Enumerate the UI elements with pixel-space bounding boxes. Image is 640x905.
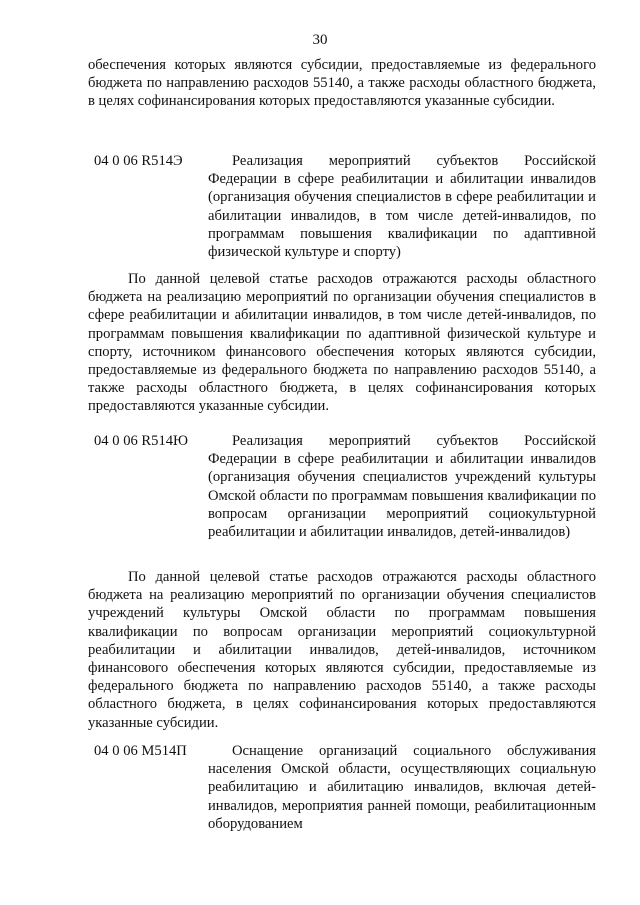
intro-paragraph: обеспечения которых являются субсидии, предоставляемые из федерального бюджета по направлению расходов 55140, а также расходы областного бюджета, в целях софинансирования которых предоставляются указанные субсидии. (88, 57, 596, 110)
entry-explanation: По данной целевой статье расходов отражаются расходы областного бюджета на реализацию мероприятий по организации обучения специалистов учреждений культуры Омской области по программам повышения квалификации по вопросам организации мероприятий социокультурной реабилитации и абилитации инвалидов, детей-инвалидов, источником финансового обеспечения которых являются субсидии, предоставляемые из федерального бюджета по направлению расходов 55140, а также расходы областного бюджета, в целях софинансирования которых предоставляются указанные субсидии. (88, 569, 596, 731)
entry-code: 04 0 06 M514П (94, 743, 187, 759)
entry-description: Реализация мероприятий субъектов Российской Федерации в сфере реабилитации и абилитации инвалидов (организация обучения специалистов в сфере реабилитации и абилитации инвалидов, в том числе детей-инвалидов, по программам повышения квалификации по адаптивной физической культуре и спорту) (208, 153, 596, 261)
entry-explanation: По данной целевой статье расходов отражаются расходы областного бюджета на реализацию мероприятий по организации обучения специалистов в сфере реабилитации и абилитации инвалидов, в том числе детей-инвалидов, по программам повышения квалификации по адаптивной физической культуре и спорту, источником финансового обеспечения которых являются субсидии, предоставляемые из федерального бюджета по направлению расходов 55140, а также расходы областного бюджета, в целях софинансирования которых предоставляются указанные субсидии. (88, 271, 596, 415)
page-number: 30 (312, 32, 328, 48)
entry-code: 04 0 06 R514Ю (94, 433, 189, 449)
entry-description: Оснащение организаций социального обслуживания населения Омской области, осуществляющих социальную реабилитацию и абилитацию инвалидов, включая детей-инвалидов, мероприятия ранней помощи, реабилитационным оборудованием (208, 743, 596, 832)
entry-code: 04 0 06 R514Э (94, 153, 183, 169)
entry-description: Реализация мероприятий субъектов Российской Федерации в сфере реабилитации и абилитации инвалидов (организация обучения специалистов учреждений культуры Омской области по программам повышения квалификации по вопросам организации мероприятий социокультурной реабилитации и абилитации инвалидов, детей-инвалидов) (208, 433, 596, 541)
